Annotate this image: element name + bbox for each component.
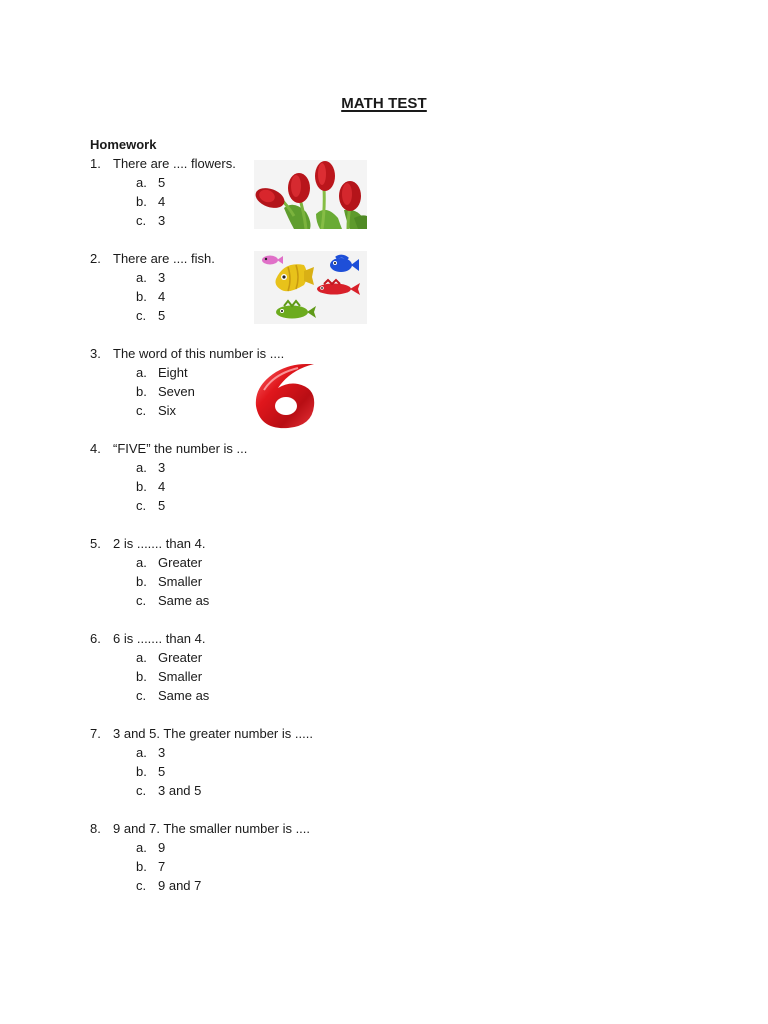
question-text: 6 is ....... than 4. xyxy=(113,631,206,646)
option-c xyxy=(90,876,490,895)
option-letter: c. xyxy=(136,498,147,513)
question-number: 5. xyxy=(90,536,101,551)
option-value: 5 xyxy=(158,175,166,190)
option-value: 3 xyxy=(158,270,166,285)
option-letter: a. xyxy=(136,270,147,285)
option-value: 3 xyxy=(158,213,166,228)
option-letter: b. xyxy=(136,859,147,874)
option-letter: b. xyxy=(136,384,147,399)
option-value: 9 and 7 xyxy=(158,878,202,893)
option-letter: b. xyxy=(136,669,147,684)
option-value: Six xyxy=(158,403,177,418)
option-c xyxy=(90,686,490,705)
question-line xyxy=(90,724,490,743)
question-text: 2 is ....... than 4. xyxy=(113,536,206,551)
option-letter: a. xyxy=(136,745,147,760)
option-c xyxy=(90,496,490,515)
option-value: Seven xyxy=(158,384,195,399)
question-line xyxy=(90,534,490,553)
option-letter: a. xyxy=(136,365,147,380)
option-a xyxy=(90,458,490,477)
option-letter: b. xyxy=(136,194,147,209)
option-letter: a. xyxy=(136,460,147,475)
option-letter: a. xyxy=(136,840,147,855)
question-number: 2. xyxy=(90,251,101,266)
question-text: There are .... fish. xyxy=(113,251,215,266)
question-7 xyxy=(90,724,490,819)
option-value: Smaller xyxy=(158,669,203,684)
option-letter: c. xyxy=(136,593,147,608)
number-six-image xyxy=(250,360,320,432)
option-c xyxy=(90,781,490,800)
option-letter: b. xyxy=(136,289,147,304)
option-letter: c. xyxy=(136,403,147,418)
option-letter: c. xyxy=(136,783,147,798)
option-value: 9 xyxy=(158,840,166,855)
question-5 xyxy=(90,534,490,629)
option-value: 3 xyxy=(158,460,166,475)
question-number: 3. xyxy=(90,346,101,361)
option-a xyxy=(90,648,490,667)
question-number: 7. xyxy=(90,726,101,741)
option-a xyxy=(90,553,490,572)
question-number: 4. xyxy=(90,441,101,456)
option-value: 4 xyxy=(158,479,166,494)
title-text: MATH TEST xyxy=(341,95,427,112)
option-c xyxy=(90,591,490,610)
option-value: Eight xyxy=(158,365,188,380)
option-letter: b. xyxy=(136,764,147,779)
option-value: Greater xyxy=(158,555,203,570)
option-b xyxy=(90,667,490,686)
question-text: The word of this number is .... xyxy=(113,346,285,361)
option-letter: a. xyxy=(136,555,147,570)
question-4 xyxy=(90,439,490,534)
question-6 xyxy=(90,629,490,724)
option-a xyxy=(90,838,490,857)
section-heading: Homework xyxy=(90,137,157,152)
option-a xyxy=(90,743,490,762)
option-letter: b. xyxy=(136,574,147,589)
option-letter: c. xyxy=(136,213,147,228)
option-value: 5 xyxy=(158,498,166,513)
question-8 xyxy=(90,819,490,914)
page-title xyxy=(0,94,768,113)
option-letter: b. xyxy=(136,479,147,494)
option-letter: a. xyxy=(136,175,147,190)
option-value: 4 xyxy=(158,289,166,304)
option-value: Smaller xyxy=(158,574,203,589)
question-line xyxy=(90,629,490,648)
tulips-image xyxy=(254,160,367,229)
option-letter: c. xyxy=(136,688,147,703)
question-text: “FIVE” the number is ... xyxy=(113,441,248,456)
option-b xyxy=(90,477,490,496)
question-line xyxy=(90,819,490,838)
option-b xyxy=(90,572,490,591)
option-value: 3 xyxy=(158,745,166,760)
question-number: 1. xyxy=(90,156,101,171)
option-b xyxy=(90,857,490,876)
question-number: 8. xyxy=(90,821,101,836)
fish-image xyxy=(254,251,367,324)
question-text: 3 and 5. The greater number is ..... xyxy=(113,726,313,741)
question-text: 9 and 7. The smaller number is .... xyxy=(113,821,311,836)
option-value: Same as xyxy=(158,688,210,703)
option-value: 3 and 5 xyxy=(158,783,202,798)
option-value: 5 xyxy=(158,764,166,779)
question-text: There are .... flowers. xyxy=(113,156,236,171)
option-value: 7 xyxy=(158,859,166,874)
option-value: 5 xyxy=(158,308,166,323)
option-value: 4 xyxy=(158,194,166,209)
option-value: Greater xyxy=(158,650,203,665)
option-b xyxy=(90,762,490,781)
option-letter: c. xyxy=(136,308,147,323)
option-letter: c. xyxy=(136,878,147,893)
option-letter: a. xyxy=(136,650,147,665)
question-number: 6. xyxy=(90,631,101,646)
question-line xyxy=(90,439,490,458)
option-value: Same as xyxy=(158,593,210,608)
